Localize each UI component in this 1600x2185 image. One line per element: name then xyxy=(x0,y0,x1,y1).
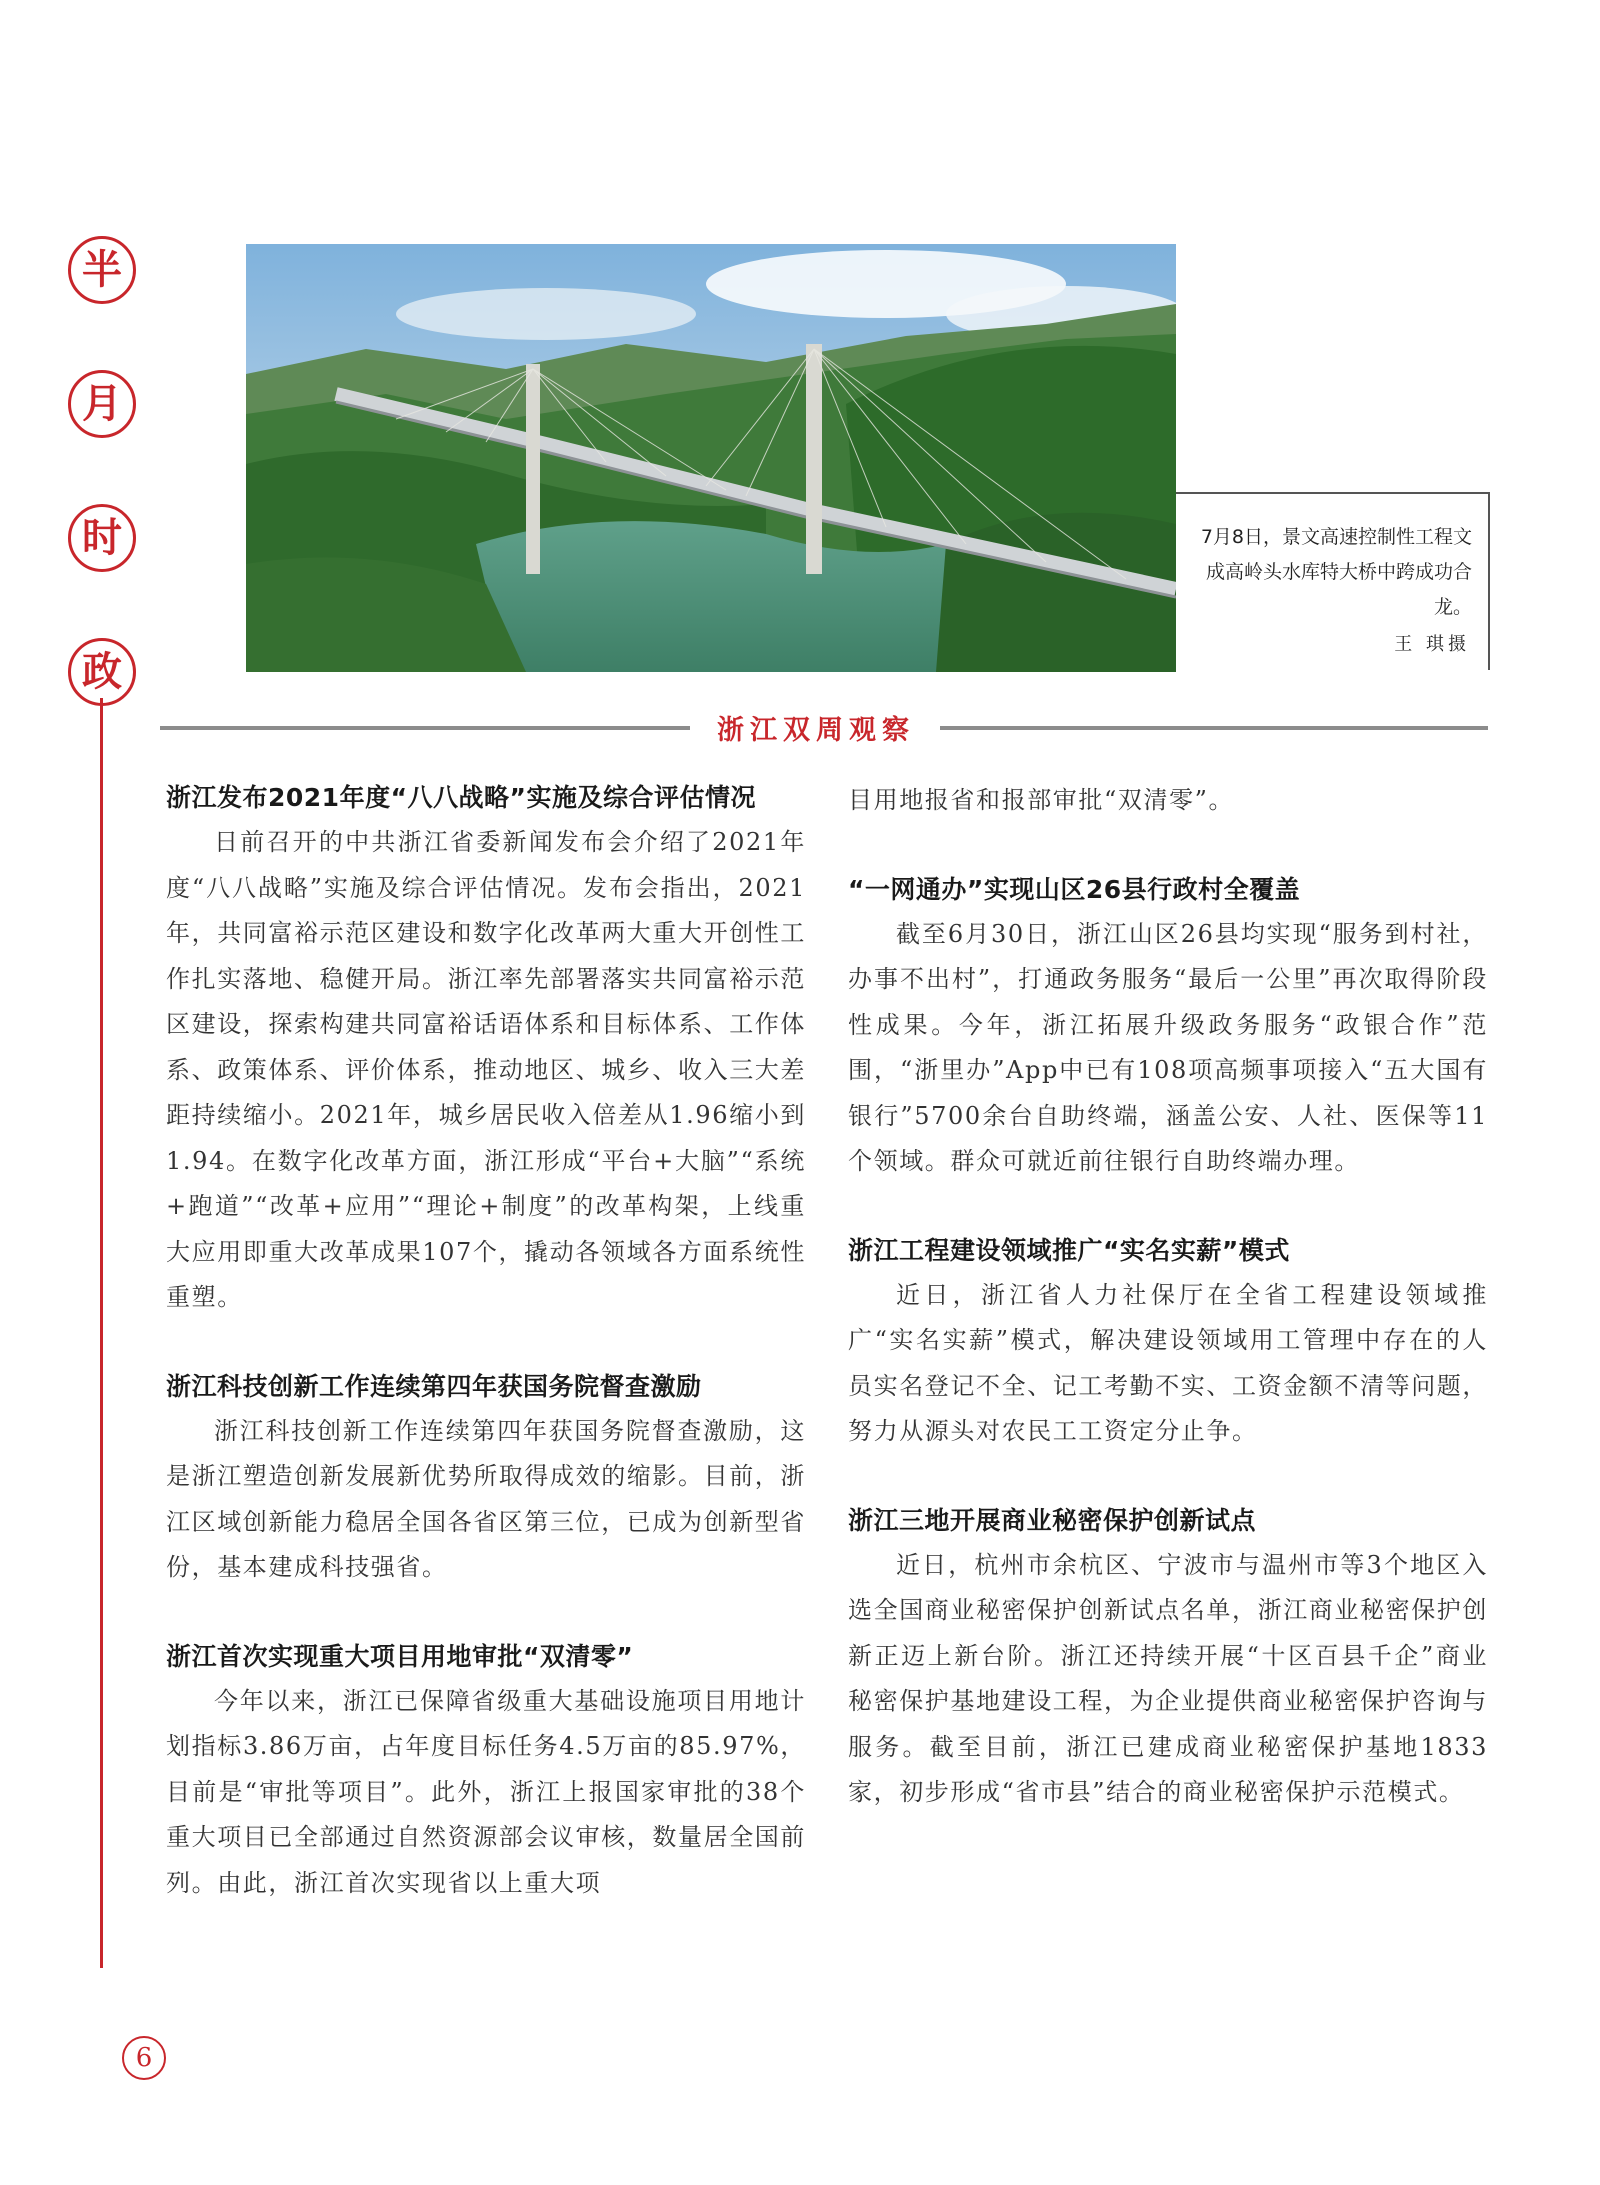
article xyxy=(166,778,806,1321)
article-body: 日前召开的中共浙江省委新闻发布会介绍了2021年度“八八战略”实施及综合评估情况。发布会指出，2021年，共同富裕示范区建设和数字化改革两大重大开创性工作扎实落地、稳健开局。浙江率先部署落实共同富裕示范区建设，探索构建共同富裕话语体系和目标体系、工作体系、政策体系、评价体系，推动地区、城乡、收入三大差距持续缩小。2021年，城乡居民收入倍差从1.96缩小到1.94。在数字化改革方面，浙江形成“平台+大脑”“系统+跑道”“改革+应用”“理论+制度”的改革构架，上线重大应用即重大改革成果107个，撬动各领域各方面系统性重塑。 xyxy=(166,828,806,1311)
bridge-photo-image xyxy=(246,244,1176,672)
article xyxy=(848,1231,1488,1455)
masthead-char: 半 xyxy=(68,236,136,304)
section-rule-right xyxy=(940,726,1488,730)
article-title: “一网通办”实现山区26县行政村全覆盖 xyxy=(848,874,1301,904)
article xyxy=(166,1637,806,1907)
article-title: 浙江科技创新工作连续第四年获国务院督查激励 xyxy=(166,1371,702,1401)
article-title: 浙江首次实现重大项目用地审批“双清零” xyxy=(166,1641,634,1671)
masthead-char: 时 xyxy=(68,504,136,572)
article xyxy=(166,1367,806,1591)
bridge-photo xyxy=(246,244,1176,672)
article-continuation xyxy=(848,778,1488,824)
article-title: 浙江三地开展商业秘密保护创新试点 xyxy=(848,1505,1257,1535)
masthead-char: 政 xyxy=(68,638,136,706)
article-body: 截至6月30日，浙江山区26县均实现“服务到村社，办事不出村”，打通政务服务“最后一公里”再次取得阶段性成果。今年，浙江拓展升级政务服务“政银合作”范围，“浙里办”App中已有108项高频事项接入“五大国有银行”5700余台自助终端，涵盖公安、人社、医保等11个领域。群众可就近前往银行自助终端办理。 xyxy=(848,919,1488,1175)
masthead xyxy=(68,236,134,772)
photo-credit: 王 琪摄 xyxy=(1394,634,1470,655)
article xyxy=(848,870,1488,1185)
masthead-char: 月 xyxy=(68,370,136,438)
article-body: 近日，浙江省人力社保厅在全省工程建设领域推广“实名实薪”模式，解决建设领域用工管理中存在的人员实名登记不全、记工考勤不实、工资金额不清等问题，努力从源头对农民工工资定分止争。 xyxy=(848,1280,1488,1445)
photo-caption: 7月8日，景文高速控制性工程文成高岭头水库特大桥中跨成功合龙。 xyxy=(1200,526,1472,618)
page-number: 6 xyxy=(122,2036,166,2080)
section-rule-left xyxy=(160,726,690,730)
article-body-continued: 目用地报省和报部审批“双清零”。 xyxy=(848,786,1235,814)
article-body: 浙江科技创新工作连续第四年获国务院督查激励，这是浙江塑造创新发展新优势所取得成效的缩影。目前，浙江区域创新能力稳居全国各省区第三位，已成为创新型省份，基本建成科技强省。 xyxy=(166,1416,806,1581)
article-body: 今年以来，浙江已保障省级重大基础设施项目用地计划指标3.86万亩，占年度目标任务4.5万亩的85.97%，目前是“审批等项目”。此外，浙江上报国家审批的38个重大项目已全部通过自然资源部会议审核，数量居全国前列。由此，浙江首次实现省以上重大项 xyxy=(166,1686,806,1897)
article xyxy=(848,1501,1488,1816)
right-column xyxy=(848,778,1488,1862)
left-column xyxy=(166,778,806,1952)
article-title: 浙江发布2021年度“八八战略”实施及综合评估情况 xyxy=(166,783,756,812)
article-title: 浙江工程建设领域推广“实名实薪”模式 xyxy=(848,1235,1290,1265)
masthead-rule xyxy=(100,698,103,1968)
article-body: 近日，杭州市余杭区、宁波市与温州市等3个地区入选全国商业秘密保护创新试点名单，浙江商业秘密保护创新正迈上新台阶。浙江还持续开展“十区百县千企”商业秘密保护基地建设工程，为企业提供商业秘密保护咨询与服务。截至目前，浙江已建成商业秘密保护基地1833家，初步形成“省市县”结合的商业秘密保护示范模式。 xyxy=(848,1550,1488,1806)
section-title: 浙江双周观察 xyxy=(717,715,915,746)
